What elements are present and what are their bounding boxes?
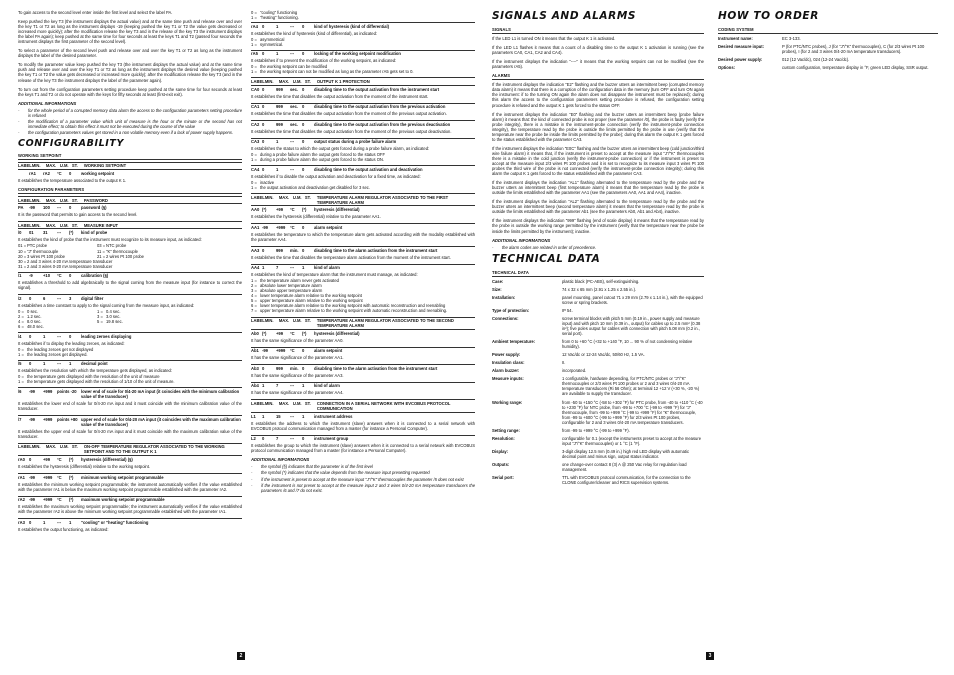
intro-paragraph: To gain access to the second level enter inside the first level and select the label PA.: [18, 10, 173, 15]
param-header: LABEL MIN. MAX. U.M. ST. WORKING SETPOINT: [18, 162, 242, 170]
section-title-how-to-order: HOW TO ORDER: [718, 10, 819, 22]
param-desc: It establishes the upper end of scale for 0/4-20 mA input and it must coincide with the maximum calibration value of the transducer.: [18, 428, 242, 439]
alarm-paragraph: If the instrument displays the indication "E0" flashing and the buzzer utters an intermittent beep (probe failure alarm) it means that: the kind of connected probe is not proper (see the parameter /0), the probe is faulty (verify the probe integrity), there is a mistake in the instrument-probe connection (verify the instrument-probe connection integrity), the temperature read by the probe is outside the limits permitted by the probe in use (verify that the temperature near the probe be inside the limits permitted by the probe); during this alarm the output K 1 gets forced to the status established with the parameter CA3.: [492, 111, 704, 142]
param-header: LABEL MIN. MAX. U.M. ST. MEASURE INPUT: [18, 221, 242, 229]
param-desc: It establishes the resolution with which the temperature gets displayed, as indicated:: [18, 368, 172, 374]
param-desc: It establishes a time constant to apply to the signal coming from the measure input, as indicated:: [18, 302, 195, 308]
param-desc: It establishes the time that disables the output activation from the moment of the previous output deactivation.: [251, 128, 452, 134]
param-row: rA1 -99 +999 °C (*) minimum working setpoint programmable: [18, 473, 242, 480]
param-desc: It establishes the minimum working setpoint programmable; the instrument automatically verifies if the value established with the parameter rA1 is below the maximum working setpoint programmable established with the parameter rA2.: [18, 481, 242, 492]
spec-row: Working range: from -50 to +150 °C (-58 to +302 °F) for PTC probe, from -40 to +110 °C (-40 to +230 °F) for NTC probe, from -99 to +700 °C (-99 to +999 °F) for "J" thermocouple, from -99 to +999 °C (-99 to +999 °F) for "K" thermocouple, from -99 to +600 °C (-99 to +999 °F) for 2/3 wires Pt 100 probes, configurable for 2 and 3 wires 0/4-20 mA temperature transducers.: [492, 399, 703, 425]
param-row: CA3 0 1 --- 0 output status during a probe failure alarm: [251, 138, 475, 145]
list-item: - the symbol (§) indicates that the parameter is of the first level: [251, 464, 373, 470]
spec-row: Instrument name: EC 3-133.: [718, 36, 801, 42]
spec-row: Options: custom configuration, temperature display in °F, green LED display, SSR output.: [718, 65, 929, 71]
subsection-title: CODING SYSTEM: [718, 27, 938, 34]
signal-paragraph: If the LED L1 flashes it means that a count of a disabling time to the output K 1 activation is running (see the parameters CA0, CA1, CA2 and CA4).: [492, 45, 704, 56]
spec-row: Measure inputs: 1 configurable, hardware depending, for PTC/NTC probes or "J"/"K" thermocouples or 2/3 wires Pt 100 probes or 2 and 3 wires 0/4-20 mA temperature transducers (Ri 56 Ohm); at terminal 12 +12 V (+30 %, -20 %) are available to supply the transducer.: [492, 376, 700, 397]
param-header: LABEL MIN. MAX. U.M. ST. TEMPERATURE ALARM REGULATOR ASSOCIATED TO THE SECOND TEMPERATURE ALARM: [251, 317, 475, 330]
additional-info-list: [251, 464, 475, 492]
signal-paragraph: If the LED L1 is turned ON it means that the output K 1 is activated.: [492, 36, 616, 42]
param-row: rA0 0 +99 °C (*) hysteresis (differential) (§): [18, 456, 133, 462]
param-row: rA5 0 1 --- 0 locking of the working setpoint modification: [251, 50, 475, 57]
param-desc: It has the same significance of the parameter AA1.: [251, 355, 344, 361]
column-page-3: [492, 10, 704, 488]
list-item: - if the instrument is not preset to accept at the measure input 2 and 3 wires 0/4-20 mA temperature transducers the parameters /6 and /7 do not exist.: [251, 482, 475, 493]
param-desc: It establishes the temperature to which the temperature alarm gets activated according with the modality established with the parameter AA4.: [251, 231, 475, 242]
param-row: /4 0 1 --- 0 leading zeroes displaying: [18, 332, 242, 339]
param-desc: It establishes the hysteresis (differential) relative to the working setpoint.: [18, 464, 151, 469]
intro-paragraph: To turn out from the configuration parameters setting procedure keep pushed at the same time for four seconds at least the keys T1 and T2 or do not operate with the keys for fifty seconds at least (first-exit exit).: [18, 86, 242, 97]
section-title-technical-data: TECHNICAL DATA: [492, 252, 601, 265]
option-list: 0 = asymmetrical 1 = symmetrical.: [251, 36, 285, 47]
additional-info-list: [492, 245, 704, 250]
section-title-configurability: CONFIGURABILITY: [18, 137, 124, 149]
param-row: /1 -9 +10 °C 0 calibration (§): [18, 272, 242, 279]
page-number: 2: [237, 652, 245, 660]
param-desc: It establishes the output functioning, as indicated:: [18, 526, 109, 532]
param-row: CA1 0 999 sec. 0 disabling time to the output activation from the previous activation: [251, 103, 475, 110]
param-row: /6 -99 +999 points -20 lower end of scale for 0/4-20 mA input (it coincides with the minimum calibration value of the transducer): [18, 387, 242, 399]
spec-row: Outputs: one change-over contact 8 (3) A @ 250 Vac relay for regulation load management.: [492, 462, 687, 473]
option-list: 0 = the temperature gets displayed with the resolution of the unit of measure 1 = the temperature gets displayed with the resolution of 1/10 of the unit of measure.: [18, 374, 175, 385]
section-title-signals-alarms: SIGNALS AND ALARMS: [492, 10, 637, 22]
param-desc: It establishes the address to which the instrument (slave) answers when it is connected to a serial network with EVCOBUS protocol communication managed from a master (for instance a Personal Computer).: [251, 420, 475, 431]
param-desc: It establishes if to display the leading zeroes, as indicated:: [18, 340, 125, 346]
additional-info-title: ADDITIONAL INFORMATIONS: [251, 457, 310, 463]
param-desc: It establishes the hysteresis (differential) relative to the parameter AA1.: [251, 214, 381, 220]
additional-info-title: ADDITIONAL INFORMATIONS: [492, 237, 551, 243]
spec-row: Connections: screw terminal blocks with pitch 5 mm (0.19 in., power supply and measure input) and with pitch 10 mm (0.39 in., output) for cables up to 2.5 mm² (0.38 in²); five poles output for cables with connection with pitch 5.08 mm (0.2 in., serial port).: [492, 315, 701, 337]
column-page-1: [18, 10, 242, 536]
param-row: AA3 0 999 min. 0 disabling time to the alarm activation from the instrument start: [251, 246, 475, 253]
param-row: /7 -99 +999 points +80 upper end of scale for 0/4-20 mA input (it coincides with the maximum calibration value of the transducer): [18, 416, 241, 427]
page-number: 3: [706, 652, 714, 660]
intro-paragraph: To modify the parameter value keep pushed the key T3 (the instrument displays the actual value) and at the same time push and release over and over the key T1 or T2 as long as the instrument displays the desired value (keeping pushed the key T1 or T2 the value gets decreased or increased more quickly); after the modification release the key T3 (and in the release of the key T3 the instrument displays the label of the parameter again).: [18, 62, 242, 83]
param-row: rA4 0 1 --- 0 kind of hysteresis (kind of differential): [251, 22, 475, 29]
spec-row: Power supply: 12 Vac/dc or 12-24 Vac/dc, 50/60 Hz, 1.5 VA.: [492, 352, 645, 358]
option-list: 0 = the working setpoint can be modified 1 = the working setpoint can not be modified as long as the parameter rA5 gets set to 0.: [251, 64, 414, 75]
param-row: Ab3 0 999 min. 0 disabling time to the alarm activation from the instrument start: [251, 364, 475, 371]
alarm-paragraph: If the instrument displays the indication "999" flashing (end of scale display) it means that the temperature read by the probe is outside the working range permitted by the instrument (verify that the temperature near the probe be inside the limits permitted by the instrument); inactive.: [492, 218, 704, 234]
alarm-paragraph: If the instrument displays the indication "AL2" flashing alternated to the temperature read by the probe and the buzzer utters an intermittent beep (second temperature alarm) it means that the temperature read by the probe is outside the limits established with the parameter Ab1 (see the parameters Ab0, Ab1 and Ab4), inactive.: [492, 199, 704, 215]
param-desc: It establishes the kind of temperature alarm that the instrument must manage, as indicated:: [251, 272, 418, 278]
option-list: 0 = the leading zeroes get not displayed 1 = the leading zeroes get displayed.: [18, 346, 94, 357]
subsection-title: SIGNALS: [492, 27, 704, 34]
intro-paragraph: Keep pushed the key T3 (the instrument displays the actual value) and at the same time push and release over and over the key T1 or T2 as long as the instrument displays -19 (keeping pushed the key T1 or T2 the value gets decreased or increased more quickly); after the modification release the key T3 and in the release of the key T3 the instrument displays the label PA again); keep pushed at the same time for four seconds at least the keys T1 and T2 (passed four seconds the instrument displays the first parameter of the second level).: [18, 19, 242, 45]
spec-row: Ambient temperature: from 0 to +60 °C (+32 to +140 °F, 10 ... 90 % of not condensing relative humidity).: [492, 339, 693, 350]
option-list: 0 = during a probe failure alarm the output gets forced to the status OFF 1 = during a probe failure alarm the output gets forced to the status ON.: [251, 152, 385, 163]
alarm-paragraph: If the instrument displays the indication "E2" flashing and the buzzer utters an intermittent beep (corrupted memory data alarm) it means that there is a corruption of the configuration data in the memory (turn OFF and turn ON again the instrument: if to the turning ON again the alarm does not disappear the instrument must be replaced); during this alarm the access to the configuration parameters setting procedure is refused, the configuration setting procedure is refused and the output K 1 gets forced to the status OFF.: [492, 82, 704, 108]
spec-row: Setting range: from -99 to +999 °C (-99 to +999 °F).: [492, 427, 630, 433]
param-desc: It establishes if to disable the output activation and deactivation for a fixed time, as indicated:: [251, 174, 421, 180]
subsection-title: ALARMS: [492, 73, 704, 80]
param-desc: It has the same significance of the parameter AA3.: [251, 372, 344, 378]
param-row: rA3 0 1 --- 1 "cooling" or "heating" functioning: [18, 518, 242, 525]
param-desc: It has the same significance of the parameter AA4.: [251, 390, 344, 396]
param-desc: It establishes the maximum working setpoint programmable; the instrument automatically verifies if the value established with the parameter rA2 is above the minimum working setpoint programmable established with the parameter rA1.: [18, 504, 242, 515]
param-row: CA0 0 999 sec. 0 disabling time to the output activation from the instrument start: [251, 86, 440, 92]
spec-row: Type of protection: IP 54.: [492, 307, 573, 313]
param-row: AA4 1 7 --- 1 kind of alarm: [251, 264, 475, 271]
param-header: LABEL MIN. MAX. U.M. ST. TEMPERATURE ALARM REGULATOR ASSOCIATED TO THE FIRST TEMPERATURE ALARM: [251, 193, 475, 206]
param-row: Ab0 (*) +99 °C (*) hysteresis (differential): [251, 330, 360, 336]
param-desc: It establishes a threshold to add algebraically to the signal coming from the measure input (for instance to correct the signal).: [18, 280, 242, 291]
subsection-title: TECHNICAL DATA: [492, 270, 704, 277]
spec-row: Serial port: TTL with EVCOBUS protocol communication, for the connection to the CLONE configurer/cleaner and RICS supervision systems.: [492, 475, 691, 486]
param-desc: It has the same significance of the parameter AA0.: [251, 337, 344, 343]
list-item: - the modification of a parameter value which unit of measure is the hour or the minute or the second has not immediate effect; to obtain this effect it must not be executed during the course of the value: [18, 118, 242, 129]
param-header: LABEL MIN. MAX. U.M. ST. CONNECTION IN A SERIAL NETWORK WITH EVCOBUS PROTOCOL COMMUNICATION: [251, 399, 475, 412]
param-row: /2 0 6 --- 3 digital filter: [18, 294, 242, 301]
param-row: /5 0 1 --- 1 decimal point: [18, 360, 242, 367]
param-header: LABEL MIN. MAX. U.M. ST. OUTPUT K 1 PROTECTION: [251, 77, 475, 85]
option-list: 1 = the temperature alarm never gets activated 2 = absolute lower temperature alarm 3 = absolute upper temperature alarm 4 = lower temperature alarm relative to the working setpoint 5 = upper temperature alarm relative to the working setpoint 6 = lower temperature alarm relative to the working setpoint with automatic reconstruction and reenabling 7 = upper temperature alarm relative to the working setpoint with automatic reconstruction and reenabling.: [251, 278, 448, 314]
param-row: CA2 0 999 sec. 0 disabling time to the output activation from the previous deactivation: [251, 120, 475, 127]
column-page-4: [718, 10, 938, 73]
param-header: LABEL MIN. MAX. U.M. ST. PASSWORD: [18, 196, 242, 204]
param-row: PA -99 100 --- 0 password (§): [18, 205, 107, 211]
param-header: LABEL MIN. MAX. U.M. ST. ON-OFF TEMPERATURE REGULATOR ASSOCIATED TO THE WORKING SETPOINT AND TO THE OUTPUT K 1: [18, 443, 242, 456]
param-row: rA2 -99 +999 °C (*) maximum working setpoint programmable: [18, 496, 242, 503]
spec-row: Insulation class: II.: [492, 360, 566, 366]
param-desc: It establishes the group to which the instrument (slave) answers when it is connected to a serial network with EVCOBUS protocol communication managed from a master (for instance a Personal Computer).: [251, 443, 475, 454]
intro-paragraph: To select a parameter of the second level push and release over and over the key T1 or T2 as long as the instrument displays the label of the desired parameter.: [18, 48, 242, 59]
spec-row: Alarm buzzer: incorporated.: [492, 368, 587, 374]
spec-row: Size: 74 x 32 x 65 mm (2.91 x 1.25 x 2.55 in.).: [492, 286, 637, 292]
spec-row: Desired measure input: P (for PTC/NTC probes), J (for "J"/"K" thermocouples), C (for 2/3 wires Pt 100 probes), I (for 2 and 3 wires 0/4-20 mA temperature transducers).: [718, 44, 925, 55]
param-desc: It establishes the time that disables the output activation from the moment of the previous output activation.: [251, 111, 447, 117]
list-item: - the alarm codes are related in order of precedence.: [492, 244, 597, 250]
alarm-paragraph: If the instrument displays the indication "E0C" flashing and the buzzer utters an intermittent beep (cold junction/third wire failure alarm) it means that, if the instrument is preset to accept at the measure input "J"/"K" thermocouples there is a mistake in the cold junction (verify the instrument-probe connection) or if the instrument is preset to accept at the measure input 2/3 wires Pt 100 probes and it is set to recognize to its measure input 3 wires Pt 100 probes the third wire of the probe is not connected (verify the instrument-probe connection integrity); during this alarm the output K 1 gets forced to the status established with the parameter CA3.: [492, 145, 704, 177]
subsection-title: CONFIGURATION PARAMETERS: [18, 187, 242, 194]
param-desc: It establishes the time that disables the output activation from the moment of the instrument start.: [251, 93, 429, 99]
spec-row: Desired power supply: 012 (12 Vac/dc), 024 (12-24 Vac/dc).: [718, 57, 850, 63]
option-list: 01 = PTC probe 03 = NTC probe 10 = "J" thermocouple 11 = "K" thermocouple 20 = 3 wires Pt 100 probe 21 = 2 wires Pt 100 probe 30 = 2 and 3 wires 4-20 mA temperature transducer 31 = 2 and 3 wires 0-20 mA temperature transducer: [18, 243, 144, 269]
param-desc: It establishes the time that disables the temperature alarm activation from the moment of the instrument start.: [251, 254, 451, 260]
param-row: CA4 0 1 --- 0 disabling time to the output activation and deactivation: [251, 165, 475, 172]
alarm-paragraph: If the instrument displays the indication "AL1" flashing alternated to the temperature read by the probe and the buzzer utters an intermittent beep (first temperature alarm) it means that the temperature read by the probe is outside the limits established with the parameter AA1 (see the parameters AA0, AA1 and AA4), inactive.: [492, 180, 704, 196]
param-row: AA0 (*) +99 °C (*) hysteresis (differential): [251, 207, 360, 213]
option-list: 0 = "cooling" functioning 1 = "heating" functioning.: [251, 10, 299, 21]
param-row: Ab1 -99 +999 °C 0 alarm setpoint: [251, 347, 475, 354]
list-item: - the configuration parameters values get stored in a non volatile memory even if a lack of power supply happens.: [18, 129, 234, 135]
param-desc: It establishes the kind of probe that the instrument must recognize to its measure input, as indicated:: [18, 237, 202, 243]
spec-row: Case: plastic black (PC-ABS), self-extinguishing.: [492, 278, 640, 284]
param-row: /0 01 31 --- (*) kind of probe: [18, 230, 108, 236]
param-desc: It establishes the lower end of scale for 0/4-20 mA input and it must coincide with the minimum calibration value of the transducer.: [18, 401, 242, 412]
spec-row: Display: 3-digit display 12.5 mm (0.49 in.) high red LED display with automatic decimal point and minus sign, output status indicator.: [492, 448, 690, 459]
param-row: L1 1 15 --- 1 instrument address: [251, 413, 353, 419]
param-desc: It is the password that permits to gain access to the second level.: [18, 212, 138, 218]
signal-paragraph: If the instrument displays the indication "----" it means that the working setpoint can not be modified (see the parameters rA5).: [492, 59, 704, 70]
option-list: 0 = inactive 1 = the output activation and deactivation get disabled for 3 sec.: [251, 180, 371, 191]
list-item: - for the whole period of a corrupted memory data alarm the access to the configuration parameters setting procedure is refused: [18, 107, 242, 118]
param-row: AA1 -99 +999 °C 0 alarm setpoint: [251, 223, 475, 230]
spec-row: Resolution: configurable for 0.1 (except the instruments preset to accept at the measure input "J"/"K" thermocouples) or 1 °C (1 °F).: [492, 435, 702, 446]
param-desc: It establishes the temperature associated to the output K 1.: [18, 178, 127, 184]
spec-row: Installation: panel mounting, panel cutout 71 x 29 mm (2.79 x 1.14 in.), with the equipped screw or spring brackets.: [492, 294, 703, 305]
param-desc: It establishes the kind of hysteresis (kind of differential), as indicated:: [251, 30, 378, 36]
additional-info-title: ADDITIONAL INFORMATIONS: [18, 100, 77, 106]
additional-info-list: [18, 108, 242, 135]
param-row: rA1 rA2 °C 0 working setpoint: [29, 171, 115, 177]
param-desc: It establishes if to prevent the modification of the working setpoint, as indicated:: [251, 58, 397, 64]
param-row: Ab4 1 7 --- 1 kind of alarm: [251, 382, 475, 389]
param-row: L2 0 7 --- 0 instrument group: [251, 435, 475, 442]
param-desc: It establishes the status to which the output gets forced during a probe failure alarm, as indicated:: [251, 146, 430, 152]
subsection-title: WORKING SETPOINT: [18, 153, 242, 160]
column-page-2: [251, 10, 475, 496]
list-item: - the symbol (*) indicates that the value depends from the measure input presetting requested: [251, 470, 430, 476]
list-item: - if the instrument is preset to accept at the measure input "J"/"K" thermocouples the parameter /5 does not exist: [251, 476, 464, 482]
option-list: 0 = 0 sec. 1 = 0.4 sec. 2 = 1.2 sec. 3 = 3.0 sec. 4 = 8.0 sec. 5 = 19.8 sec. 6 = 48.0 sec.: [18, 308, 123, 330]
